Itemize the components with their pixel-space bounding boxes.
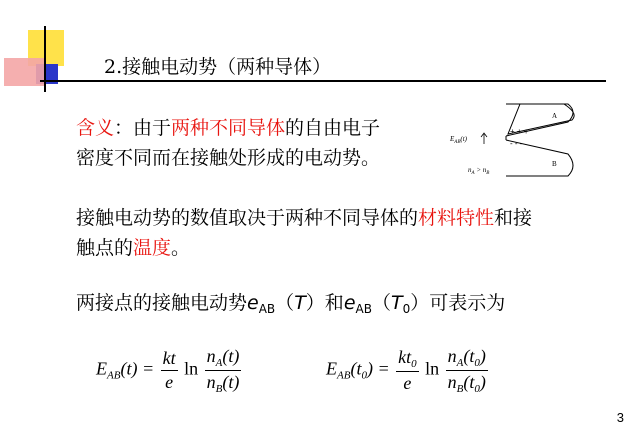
f2-ln: ln [425,358,440,379]
formula-emf-t0 [326,346,490,395]
decor-vertical-line [44,26,46,92]
f1-e: E [96,358,107,379]
expression-text-b: ）和 [305,292,344,314]
f1-coefficient [161,348,178,393]
f1-k-num: kt [161,348,178,371]
decor-pink-square [4,58,44,86]
diagram-label-a: A [552,112,558,120]
f2-den: $n_B(t_0)$ [447,372,486,395]
diagram-emf-label: $E_{AB}(t)$ [450,135,467,145]
definition-text-c: 密度不同而在接触处形成的电动势。 [76,147,381,169]
expression-paragraph [76,288,616,324]
f1-arg: (t) = [120,358,155,379]
f2-ratio [446,346,488,395]
expression-e1: e [247,292,259,314]
definition-text-b: 的自由电子 [285,117,381,139]
definition-text-a: ：由于 [114,117,172,139]
f2-arg-sub: 0 [361,369,367,382]
f1-ratio [205,346,242,395]
expression-t2: T [390,292,403,314]
expression-ab2: AB [355,302,372,316]
junction-diagram [448,96,580,186]
f1-sub: AB [107,369,121,382]
expression-ab1: AB [258,302,276,316]
definition-paragraph [76,113,436,173]
expression-text-c: ）可表示为 [410,292,506,314]
diagram-density-relation: $n_A > n_B$ [468,166,490,176]
title-underline [40,80,606,82]
formula-emf-t [96,346,243,395]
expression-t2-sub: 0 [402,302,411,316]
dependency-text-d: 。 [171,237,191,259]
f2-coefficient [396,347,419,394]
dependency-highlight-temperature: 温度 [133,237,172,259]
f2-k-num: $kt_0$ [398,347,417,370]
expression-text-a: 两接点的接触电动势 [76,292,248,314]
definition-label: 含义 [76,117,115,139]
expression-paren-open2: （ [371,292,391,314]
dependency-text-b: 和接 [494,207,533,229]
definition-highlight: 两种不同导体 [171,117,286,139]
expression-e2: e [343,292,356,314]
diagram-label-b: B [552,160,557,168]
diagram-minus-charges: - - - [510,139,523,148]
dependency-text-c: 触点的 [76,237,134,259]
f2-sub: AB [337,369,351,382]
expression-paren-open1: （ [275,292,295,314]
f2-e: E [326,358,337,379]
page-number: 3 [616,410,624,425]
f2-arg: (t [350,358,362,379]
f1-num: $n_A(t)$ [206,346,240,369]
slide-title: 2.接触电动势（两种导体） [104,56,332,78]
f2-arg-close: ) = [366,358,390,379]
dependency-text-a: 接触电动势的数值取决于两种不同导体的 [76,207,419,229]
diagram-plus-charges: + + + [510,127,529,136]
expression-t1: T [294,292,306,314]
dependency-highlight-material: 材料特性 [418,207,495,229]
f1-k-den: e [165,372,174,392]
f2-num: $n_A(t_0)$ [447,346,486,369]
f1-ln: ln [184,358,199,379]
f2-k-den: e [403,373,412,393]
dependency-paragraph [76,203,616,263]
f1-den: $n_B(t)$ [206,372,240,395]
